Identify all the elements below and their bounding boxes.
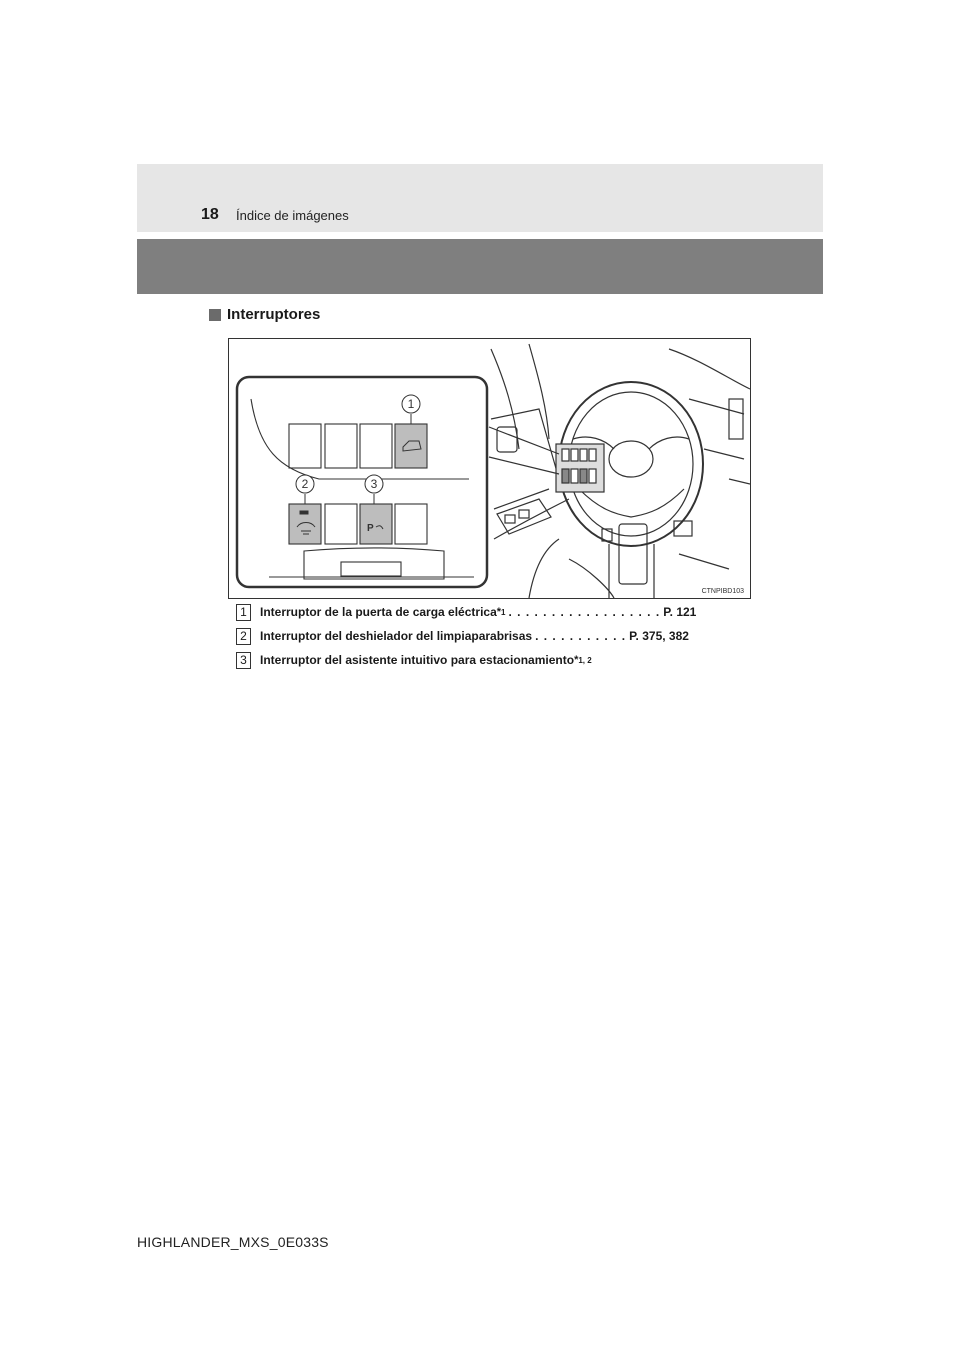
legend-label: Interruptor del deshielador del limpiaparabrisas bbox=[260, 629, 533, 643]
dashboard-line bbox=[491, 349, 519, 449]
parking-assist-icon: P bbox=[367, 523, 374, 534]
legend-list bbox=[236, 600, 756, 672]
legend-number: 1 bbox=[236, 604, 251, 621]
section-title: Índice de imágenes bbox=[236, 208, 349, 223]
dashboard-drawing bbox=[229, 339, 750, 598]
switches-illustration bbox=[228, 338, 751, 599]
square-bullet-icon bbox=[209, 309, 221, 321]
footer-model-code: HIGHLANDER_MXS_0E033S bbox=[137, 1234, 329, 1250]
legend-label: Interruptor del asistente intuitivo para estacionamiento bbox=[260, 653, 575, 667]
legend-number: 3 bbox=[236, 652, 251, 669]
header-dark-band bbox=[137, 239, 823, 294]
subheading bbox=[209, 306, 320, 323]
page-reference[interactable]: P. 375, 382 bbox=[629, 629, 689, 643]
figure-code: CTNPIBD103 bbox=[701, 588, 744, 595]
callout-1-label: 1 bbox=[407, 397, 415, 411]
legend-label: Interruptor de la puerta de carga eléctrica bbox=[260, 605, 497, 619]
detail-panel bbox=[237, 377, 487, 587]
page-number: 18 bbox=[201, 206, 219, 223]
callout-3-label: 3 bbox=[370, 477, 378, 491]
defroster-indicator-icon bbox=[300, 511, 308, 514]
legend-number: 2 bbox=[236, 628, 251, 645]
callout-2-label: 2 bbox=[301, 477, 309, 491]
page-reference[interactable]: P. 121 bbox=[663, 605, 697, 619]
leader-dots: . . . . . . . . . . . bbox=[535, 629, 627, 643]
legend-item bbox=[236, 600, 756, 624]
footnote-star: * bbox=[574, 654, 579, 666]
leader-dots: . . . . . . . . . . . . . . . . . . bbox=[508, 605, 661, 619]
legend-item bbox=[236, 648, 756, 672]
footnote-ref: 1 bbox=[501, 607, 506, 617]
footnote-star: * bbox=[496, 606, 502, 618]
subheading-text: Interruptores bbox=[227, 306, 321, 323]
footnote-ref: 1, 2 bbox=[578, 655, 592, 665]
legend-item bbox=[236, 624, 756, 648]
